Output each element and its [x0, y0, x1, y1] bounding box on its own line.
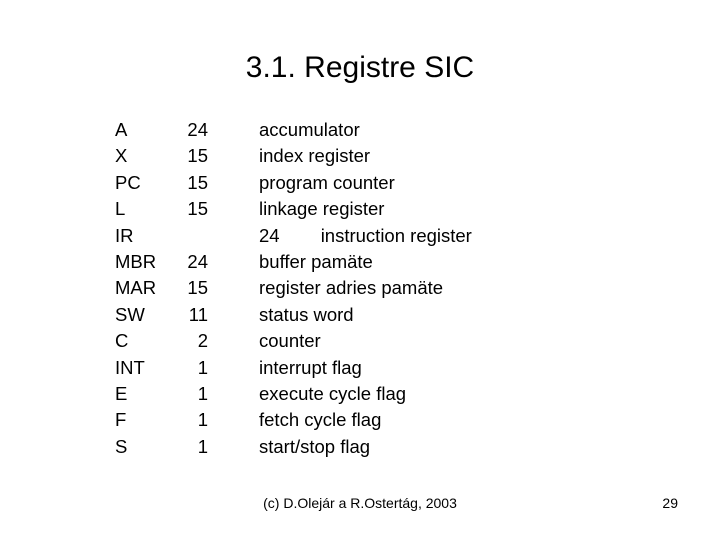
register-description: 24 instruction register [259, 224, 472, 246]
register-name: F [115, 409, 127, 431]
register-name: IR [115, 224, 134, 246]
register-table [0, 117, 720, 460]
register-bits: 24 [187, 119, 208, 140]
register-description: accumulator [259, 119, 360, 140]
register-name: A [115, 119, 128, 140]
register-description: interrupt flag [259, 356, 362, 378]
register-description: counter [259, 330, 321, 352]
register-name: S [115, 435, 128, 457]
register-row [0, 381, 720, 407]
register-bits: 15 [187, 171, 208, 193]
register-description: execute cycle flag [259, 382, 407, 404]
register-bits: 2 [197, 330, 208, 352]
register-bits: 1 [197, 409, 208, 431]
register-bits: 1 [197, 382, 208, 404]
register-name: MBR [115, 250, 157, 272]
register-row [0, 117, 720, 143]
register-bits: 15 [187, 145, 208, 167]
register-description: linkage register [259, 198, 385, 220]
register-description: index register [259, 145, 371, 167]
register-bits: 1 [197, 435, 208, 457]
register-row [0, 407, 720, 433]
register-description: program counter [259, 171, 395, 193]
register-name: E [115, 382, 128, 404]
register-row [0, 196, 720, 222]
register-description: buffer pamäte [259, 250, 373, 272]
register-row [0, 249, 720, 275]
page-number: 29 [662, 495, 678, 511]
register-bits: 1 [197, 356, 208, 378]
register-description: register adries pamäte [259, 277, 444, 299]
register-bits: 15 [187, 277, 208, 299]
register-row [0, 328, 720, 354]
register-name: INT [115, 356, 145, 378]
register-row [0, 434, 720, 460]
register-row [0, 355, 720, 381]
register-row [0, 170, 720, 196]
register-name: L [115, 198, 126, 220]
footer-credit: (c) D.Olejár a R.Ostertág, 2003 [263, 495, 457, 511]
slide-title: 3.1. Registre SIC [245, 51, 475, 84]
register-name: C [115, 330, 129, 352]
register-description: fetch cycle flag [259, 409, 382, 431]
register-row [0, 143, 720, 169]
register-bits: 24 [187, 250, 208, 272]
register-description: start/stop flag [259, 435, 371, 457]
register-name: MAR [115, 277, 157, 299]
register-description: status word [259, 303, 354, 325]
register-name: X [115, 145, 128, 167]
register-row [0, 275, 720, 301]
register-name: SW [115, 303, 145, 325]
register-row [0, 223, 720, 249]
register-name: PC [115, 171, 141, 193]
register-row [0, 302, 720, 328]
register-bits: 11 [188, 303, 208, 325]
register-bits: 15 [187, 198, 208, 220]
